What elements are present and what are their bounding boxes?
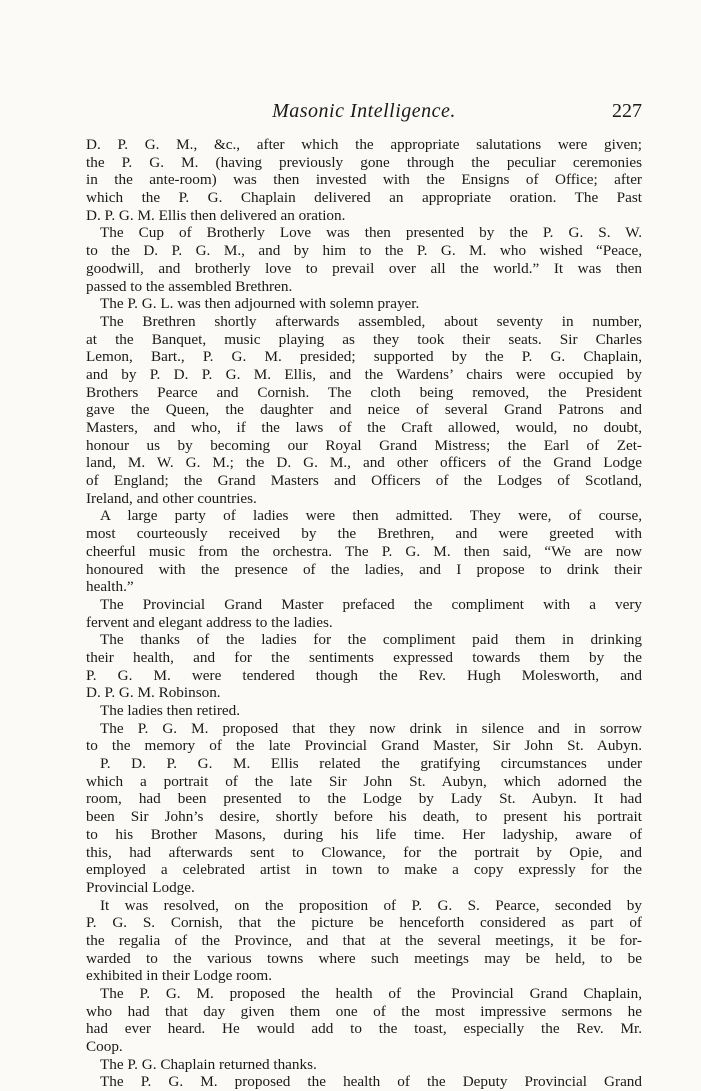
text-line: which a portrait of the late Sir John St. Aubyn, which adorned the bbox=[86, 772, 642, 790]
text-line: honour us by becoming our Royal Grand Mistress; the Earl of Zet- bbox=[86, 436, 642, 454]
running-title: Masonic Intelligence. bbox=[272, 100, 456, 122]
text-line: to the memory of the late Provincial Grand Master, Sir John St. Aubyn. bbox=[86, 737, 642, 755]
text-line: and by P. D. P. G. M. Ellis, and the Wardens’ chairs were occupied by bbox=[86, 365, 642, 383]
text-line: gave the Queen, the daughter and neice of several Grand Patrons and bbox=[86, 401, 642, 419]
text-line: at the Banquet, music playing as they took their seats. Sir Charles bbox=[86, 330, 642, 348]
text-line: The Brethren shortly afterwards assembled, about seventy in number, bbox=[100, 312, 642, 330]
text-line: D. P. G. M., &c., after which the appropriate salutations were given; bbox=[86, 136, 642, 153]
text-line: Masters, and who, if the laws of the Craft allowed, would, no doubt, bbox=[86, 419, 642, 436]
text-line: The P. G. L. was then adjourned with solemn prayer. bbox=[100, 295, 420, 313]
text-line: most courteously received by the Brethren, and were greeted with bbox=[86, 525, 642, 543]
text-line: P. D. P. G. M. Ellis related the gratifying circumstances under bbox=[100, 755, 642, 773]
text-line: in the ante-room) was then invested with the Ensigns of Office; after bbox=[86, 171, 642, 189]
text-line: had ever heard. He would add to the toast, especially the Rev. Mr. bbox=[86, 1020, 642, 1038]
text-line: exhibited in their Lodge room. bbox=[86, 967, 273, 985]
text-line: Ireland, and other countries. bbox=[86, 489, 257, 507]
text-line: The P. G. M. proposed the health of the Provincial Grand Chaplain, bbox=[100, 985, 642, 1002]
text-line: The Cup of Brotherly Love was then presented by the P. G. S. W. bbox=[100, 224, 642, 242]
text-line: which the P. G. Chaplain delivered an appropriate oration. The Past bbox=[86, 189, 642, 207]
text-line: goodwill, and brotherly love to prevail over all the world.” It was then bbox=[86, 259, 642, 277]
text-line: A large party of ladies were then admitted. They were, of course, bbox=[100, 507, 642, 525]
text-line: P. G. S. Cornish, that the picture be henceforth considered as part of bbox=[86, 914, 642, 932]
text-line: who had that day given them one of the most impressive sermons he bbox=[86, 1002, 642, 1020]
text-line: D. P. G. M. Ellis then delivered an oration. bbox=[86, 206, 346, 224]
page-header bbox=[86, 100, 642, 128]
text-line: the P. G. M. (having previously gone through the peculiar ceremonies bbox=[86, 153, 642, 171]
text-line: Coop. bbox=[86, 1038, 123, 1056]
text-line: health.” bbox=[86, 578, 134, 596]
text-line: employed a celebrated artist in town to make a copy expressly for the bbox=[86, 861, 642, 879]
text-line: The P. G. Chaplain returned thanks. bbox=[100, 1055, 317, 1073]
text-line: P. G. M. were tendered though the Rev. Hugh Molesworth, and bbox=[86, 666, 642, 684]
text-line: Lemon, Bart., P. G. M. presided; supported by the P. G. Chaplain, bbox=[86, 348, 642, 366]
text-line: land, M. W. G. M.; the D. G. M., and other officers of the Grand Lodge bbox=[86, 454, 642, 472]
text-line: The Provincial Grand Master prefaced the compliment with a very bbox=[100, 595, 642, 613]
text-line: cheerful music from the orchestra. The P. G. M. then said, “We are now bbox=[86, 542, 642, 560]
text-line: their health, and for the sentiments expressed towards them by the bbox=[86, 648, 642, 666]
text-line: Brothers Pearce and Cornish. The cloth being removed, the President bbox=[86, 383, 642, 401]
text-line: this, had afterwards sent to Clowance, for the portrait by Opie, and bbox=[86, 843, 642, 861]
body-text bbox=[86, 136, 642, 1091]
text-line: The ladies then retired. bbox=[100, 702, 241, 719]
text-line: of England; the Grand Masters and Officers of the Lodges of Scotland, bbox=[86, 472, 642, 490]
text-line: honoured with the presence of the ladies, and I propose to drink their bbox=[86, 560, 642, 578]
text-line: to his Brother Masons, during his life time. Her ladyship, aware of bbox=[86, 825, 642, 843]
text-line: It was resolved, on the proposition of P. G. S. Pearce, seconded by bbox=[100, 896, 642, 914]
page-number: 227 bbox=[612, 100, 642, 122]
text-line: The P. G. M. proposed the health of the Deputy Provincial Grand bbox=[100, 1073, 642, 1091]
text-line: to the D. P. G. M., and by him to the P. G. M. who wished “Peace, bbox=[86, 242, 642, 260]
text-line: warded to the various towns where such meetings may be held, to be bbox=[86, 949, 642, 967]
text-line: Provincial Lodge. bbox=[86, 878, 195, 896]
text-line: The thanks of the ladies for the compliment paid them in drinking bbox=[100, 631, 642, 649]
text-line: been Sir John’s desire, shortly before his death, to present his portrait bbox=[86, 808, 642, 826]
text-line: the regalia of the Province, and that at the several meetings, it be for- bbox=[86, 931, 642, 949]
text-line: passed to the assembled Brethren. bbox=[86, 277, 293, 295]
text-line: D. P. G. M. Robinson. bbox=[86, 684, 221, 702]
text-line: room, had been presented to the Lodge by Lady St. Aubyn. It had bbox=[86, 790, 642, 808]
text-line: The P. G. M. proposed that they now drink in silence and in sorrow bbox=[100, 719, 642, 737]
text-line: fervent and elegant address to the ladies. bbox=[86, 613, 333, 631]
